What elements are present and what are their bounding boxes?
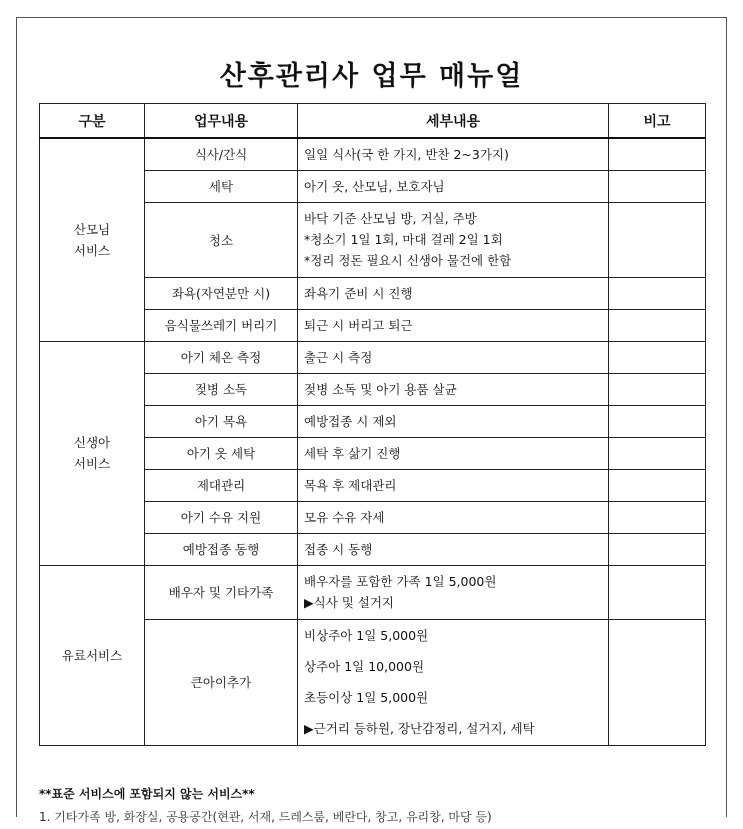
task-cell: 아기 체온 측정 [145, 341, 298, 373]
task-cell: 식사/간식 [145, 138, 298, 170]
category-cell: 유료서비스 [40, 565, 145, 745]
note-cell [609, 437, 706, 469]
manual-table [39, 103, 706, 746]
header-note: 비고 [609, 104, 706, 139]
header-category: 구분 [40, 104, 145, 139]
detail-cell: 젖병 소독 및 아기 용품 살균 [298, 373, 609, 405]
note-cell [609, 373, 706, 405]
note-cell [609, 138, 706, 170]
detail-cell: 세탁 후 삶기 진행 [298, 437, 609, 469]
detail-cell: 배우자를 포함한 가족 1일 5,000원 ▶식사 및 설거지 [298, 565, 609, 619]
detail-cell: 좌욕기 준비 시 진행 [298, 277, 609, 309]
note-cell [609, 170, 706, 202]
detail-cell: 목욕 후 제대관리 [298, 469, 609, 501]
detail-cell: 접종 시 동행 [298, 533, 609, 565]
note-cell [609, 501, 706, 533]
note-cell [609, 533, 706, 565]
note-cell [609, 565, 706, 619]
note-cell [609, 277, 706, 309]
detail-cell: 일일 식사(국 한 가지, 반찬 2~3가지) [298, 138, 609, 170]
category-cell: 산모님 서비스 [40, 138, 145, 341]
footnote-title: **표준 서비스에 포함되지 않는 서비스** [39, 787, 255, 801]
note-cell [609, 309, 706, 341]
category-cell: 신생아 서비스 [40, 341, 145, 565]
header-task: 업무내용 [145, 104, 298, 139]
task-cell: 청소 [145, 202, 298, 277]
task-cell: 배우자 및 기타가족 [145, 565, 298, 619]
header-detail: 세부내용 [298, 104, 609, 139]
detail-cell: 바닥 기준 산모님 방, 거실, 주방 *청소기 1일 1회, 마대 걸레 2일 1회 *정리 정돈 필요시 신생아 물건에 한함 [298, 202, 609, 277]
task-cell: 좌욕(자연분만 시) [145, 277, 298, 309]
note-cell [609, 619, 706, 745]
document-title: 산후관리사 업무 매뉴얼 [219, 61, 524, 92]
detail-cell: 모유 수유 자세 [298, 501, 609, 533]
task-cell: 아기 수유 지원 [145, 501, 298, 533]
detail-cell: 예방접종 시 제외 [298, 405, 609, 437]
detail-cell: 출근 시 측정 [298, 341, 609, 373]
note-cell [609, 341, 706, 373]
footnote-item: 1. 기타가족 방, 화장실, 공용공간(현관, 서재, 드레스룸, 베란다, 창고, 유리창, 마당 등) [39, 810, 492, 824]
note-cell [609, 202, 706, 277]
task-cell: 예방접종 동행 [145, 533, 298, 565]
detail-cell: 비상주아 1일 5,000원 상주아 1일 10,000원 초등이상 1일 5,000원 ▶근거리 등하원, 장난감정리, 설거지, 세탁 [298, 619, 609, 745]
note-cell [609, 405, 706, 437]
detail-cell: 퇴근 시 버리고 퇴근 [298, 309, 609, 341]
table-row [40, 341, 706, 373]
task-cell: 아기 옷 세탁 [145, 437, 298, 469]
task-cell: 음식물쓰레기 버리기 [145, 309, 298, 341]
detail-cell: 아기 옷, 산모님, 보호자님 [298, 170, 609, 202]
document-page [16, 17, 727, 824]
task-cell: 제대관리 [145, 469, 298, 501]
task-cell: 젖병 소독 [145, 373, 298, 405]
task-cell: 큰아이추가 [145, 619, 298, 745]
footnote [39, 783, 492, 829]
table-row [40, 565, 706, 619]
note-cell [609, 469, 706, 501]
table-header-row [40, 104, 706, 139]
table-row [40, 138, 706, 170]
task-cell: 아기 목욕 [145, 405, 298, 437]
task-cell: 세탁 [145, 170, 298, 202]
